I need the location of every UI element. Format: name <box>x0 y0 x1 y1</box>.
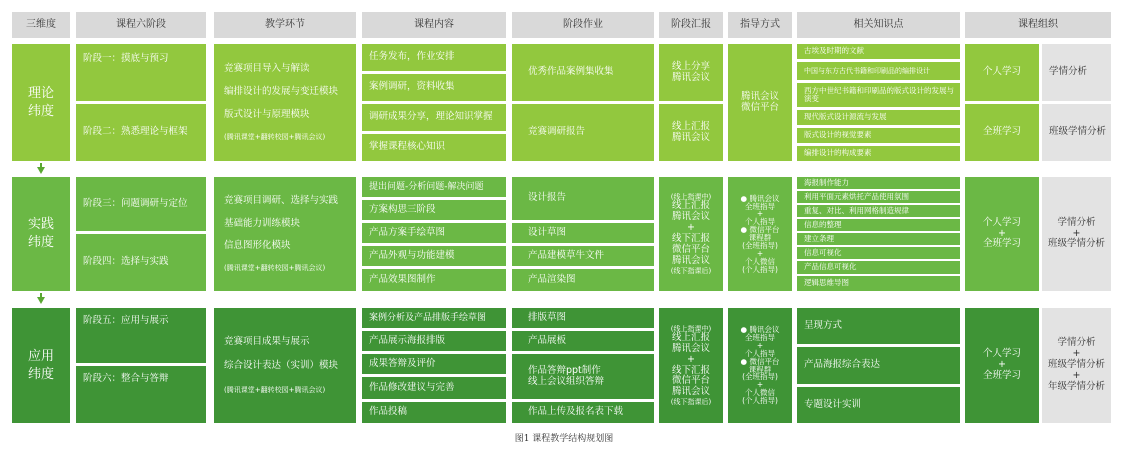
knowledge-item: 中国与东方古代书籍和印刷品的编排设计 <box>797 62 960 80</box>
org-line: 个人学习 <box>982 348 1021 360</box>
org-theory-a2: 全班学习 <box>965 104 1039 161</box>
org-line: 全班学习 <box>982 238 1021 250</box>
guide-line: + <box>756 248 764 258</box>
report-line: 线上汇报 <box>671 120 710 132</box>
teaching-practice-item: 信息图形化模块 <box>224 240 291 252</box>
report-line: 线下汇报 <box>671 364 710 376</box>
knowledge-item: 建立条理 <box>797 233 960 245</box>
org-line: 班级学情分析 <box>1047 359 1105 371</box>
knowledge-item: 产品信息可视化 <box>797 261 960 274</box>
org-theory-a1: 个人学习 <box>965 44 1039 101</box>
report-line: 线上汇报 <box>671 200 710 212</box>
content-item: 掌握课程核心知识 <box>362 134 506 161</box>
header-knowledge: 相关知识点 <box>797 12 960 38</box>
knowledge-item: 专题设计实训 <box>797 387 960 423</box>
content-item: 方案构思三阶段 <box>362 200 506 220</box>
knowledge-item: 西方中世纪书籍和印刷品的版式设计的发展与演变 <box>797 83 960 107</box>
homework-item: 作品上传及报名表下载 <box>512 402 654 423</box>
figure-caption: 图1 课程教学结构规划图 <box>514 434 614 444</box>
report-line: 微信平台 <box>671 375 710 387</box>
teaching-apply-item: 竞赛项目成果与展示 <box>224 335 310 347</box>
guide-line: 个人指导 <box>745 348 775 358</box>
flow-arrow-down-icon <box>37 167 45 174</box>
report-line: 腾讯会议 <box>671 386 710 398</box>
homework-item: 排版草图 <box>512 308 654 328</box>
stage-2: 阶段二：熟悉理论与框架 <box>76 104 206 161</box>
teaching-apply-item: 综合设计表达（实训）模块 <box>224 360 339 372</box>
header-organization: 课程组织 <box>965 12 1111 38</box>
report-line: (线下指课后) <box>670 398 712 407</box>
report-line: (线下指课后) <box>670 266 712 275</box>
report-line: 线上汇报 <box>671 331 710 343</box>
guide-line: 全班指导 <box>745 201 775 211</box>
guide-line: ● 腾讯会议 <box>740 193 780 203</box>
knowledge-item: 重复、对比、利用网格制造规律 <box>797 205 960 217</box>
content-item: 成果答辩及评价 <box>362 354 506 374</box>
guide-line: 腾讯会议 <box>740 90 779 102</box>
report-practice <box>659 177 723 291</box>
guide-line: + <box>756 209 764 219</box>
dimension-apply-line2: 纬度 <box>27 366 54 382</box>
teaching-theory-item: 竞赛项目导入与解读 <box>224 63 310 75</box>
knowledge-item: 信息的整理 <box>797 219 960 231</box>
content-item: 提出问题-分析问题-解决问题 <box>362 177 506 197</box>
dimension-apply <box>12 308 70 423</box>
report-line: 腾讯会议 <box>671 71 710 83</box>
flow-arrow-down-icon <box>37 297 45 304</box>
teaching-theory <box>214 44 356 161</box>
stage-6: 阶段六：整合与答辩 <box>76 366 206 423</box>
homework-item: 产品渲染图 <box>512 269 654 291</box>
header-dimension: 三维度 <box>12 12 70 38</box>
org-line: + <box>998 227 1006 239</box>
content-item: 调研成果分享，理论知识掌握 <box>362 104 506 131</box>
report-line: (线上指课中) <box>670 193 712 202</box>
knowledge-item: 利用平面元素烘托产品使用氛围 <box>797 191 960 203</box>
guide-line: 全班指导 <box>745 333 775 342</box>
org-line: + <box>1072 348 1081 360</box>
content-item: 产品展示海报排版 <box>362 331 506 351</box>
guide-line: 个人微信 <box>745 388 775 398</box>
report-line: (线上指课中) <box>670 324 712 333</box>
dimension-theory-line2: 纬度 <box>27 103 54 119</box>
header-stage: 课程六阶段 <box>76 12 206 38</box>
guide-theory <box>728 44 792 161</box>
content-item: 作品修改建议与完善 <box>362 377 506 399</box>
header-guide: 指导方式 <box>728 12 792 38</box>
guide-line: + <box>756 340 764 350</box>
stage-1: 阶段一：摸底与预习 <box>76 44 206 101</box>
teaching-apply-note: (腾讯课堂+翻转校园+腾讯会议) <box>224 386 326 395</box>
knowledge-item: 版式设计的视觉要素 <box>797 128 960 143</box>
knowledge-item: 古埃及时期的文献 <box>797 44 960 59</box>
guide-line: 课程群 <box>748 364 772 374</box>
content-item: 产品外观与功能建模 <box>362 246 506 266</box>
homework-item: 线上会议组织答辩 <box>528 375 605 387</box>
header-teaching: 教学环节 <box>214 12 356 38</box>
dimension-theory-line1: 理论 <box>27 85 54 101</box>
teaching-practice <box>214 177 356 291</box>
guide-line: 微信平台 <box>740 101 779 113</box>
teaching-apply <box>214 308 356 423</box>
dimension-practice <box>12 177 70 291</box>
report-line: 腾讯会议 <box>671 342 710 354</box>
guide-line: 个人微信 <box>745 256 775 266</box>
homework-item: 竞赛调研报告 <box>512 104 654 161</box>
content-item: 产品方案手绘草图 <box>362 223 506 243</box>
content-item: 产品效果图制作 <box>362 269 506 291</box>
homework-item: 优秀作品案例集收集 <box>512 44 654 101</box>
teaching-theory-note: (腾讯课堂+翻转校园+腾讯会议) <box>224 132 326 141</box>
org-line: 学情分析 <box>1057 337 1096 349</box>
guide-practice <box>728 177 792 291</box>
report-line: + <box>687 222 695 234</box>
dimension-practice-line1: 实践 <box>27 217 54 233</box>
header-content: 课程内容 <box>362 12 506 38</box>
org-line: 个人学习 <box>982 216 1021 228</box>
org-practice-b <box>1042 177 1111 291</box>
knowledge-item: 逻辑思维导图 <box>797 276 960 291</box>
guide-line: (个人指导) <box>742 264 778 274</box>
guide-line: ● 微信平台 <box>740 356 780 366</box>
knowledge-item: 产品海报综合表达 <box>797 347 960 384</box>
stage-5: 阶段五：应用与展示 <box>76 308 206 363</box>
guide-line: ● 微信平台 <box>740 225 780 235</box>
org-line: 年级学情分析 <box>1047 380 1105 392</box>
report-line: 腾讯会议 <box>671 211 710 223</box>
org-line: + <box>1072 369 1081 381</box>
report-line: 线上分享 <box>671 60 710 72</box>
guide-line: 课程群 <box>748 233 772 242</box>
guide-line: (全班指导) <box>742 240 778 250</box>
org-apply-a <box>965 308 1039 423</box>
dimension-practice-line2: 纬度 <box>27 235 54 250</box>
homework-item: 作品答辩ppt制作 <box>528 364 601 376</box>
knowledge-item: 海报制作能力 <box>797 177 960 189</box>
homework-item: 产品建模草牛文件 <box>512 246 654 266</box>
teaching-practice-note: (腾讯课堂+翻转校园+腾讯会议) <box>224 264 326 273</box>
content-item: 作品投稿 <box>362 402 506 423</box>
report-line: + <box>687 353 695 365</box>
guide-line: (全班指导) <box>742 372 778 382</box>
teaching-theory-item: 编排设计的发展与变迁模块 <box>224 86 339 98</box>
org-theory-b2: 班级学情分析 <box>1042 104 1111 161</box>
org-line: 班级学情分析 <box>1047 238 1105 250</box>
guide-line: 个人指导 <box>745 217 775 227</box>
teaching-practice-item: 基础能力训练模块 <box>224 217 301 229</box>
org-line: 全班学习 <box>982 369 1021 381</box>
report-theory-1 <box>659 44 723 101</box>
report-line: 腾讯会议 <box>671 131 710 143</box>
stage-4: 阶段四：选择与实践 <box>76 234 206 291</box>
org-theory-b1: 学情分析 <box>1042 44 1111 101</box>
guide-line: ● 腾讯会议 <box>740 325 780 335</box>
header-report: 阶段汇报 <box>659 12 723 38</box>
teaching-theory-item: 版式设计与原理模块 <box>224 108 310 120</box>
homework-item: 设计报告 <box>512 177 654 220</box>
report-line: 线下汇报 <box>671 233 710 244</box>
report-theory-2 <box>659 104 723 161</box>
content-item: 案例分析及产品排版手绘草图 <box>362 308 506 328</box>
dimension-theory <box>12 44 70 161</box>
guide-line: + <box>756 380 764 390</box>
homework-apply-defense <box>512 354 654 399</box>
homework-item: 产品展板 <box>512 331 654 351</box>
knowledge-item: 现代版式设计源流与发展 <box>797 110 960 125</box>
org-line: + <box>1072 227 1081 239</box>
org-practice-a <box>965 177 1039 291</box>
knowledge-item: 呈现方式 <box>797 308 960 344</box>
knowledge-item: 信息可视化 <box>797 247 960 259</box>
guide-apply <box>728 308 792 423</box>
content-item: 案例调研，资料收集 <box>362 74 506 101</box>
homework-item: 设计草图 <box>512 223 654 243</box>
content-item: 任务发布，作业安排 <box>362 44 506 71</box>
report-line: 微信平台 <box>671 243 710 255</box>
report-apply <box>659 308 723 423</box>
org-line: 学情分析 <box>1057 216 1096 228</box>
report-line: 腾讯会议 <box>671 254 710 266</box>
header-homework: 阶段作业 <box>512 12 654 38</box>
org-apply-b <box>1042 308 1111 423</box>
knowledge-item: 编排设计的构成要素 <box>797 146 960 161</box>
org-line: + <box>998 359 1006 371</box>
teaching-practice-item: 竞赛项目调研、选择与实践 <box>224 194 339 206</box>
dimension-apply-line1: 应用 <box>27 348 54 364</box>
guide-line: (个人指导) <box>742 396 778 405</box>
stage-3: 阶段三：问题调研与定位 <box>76 177 206 231</box>
